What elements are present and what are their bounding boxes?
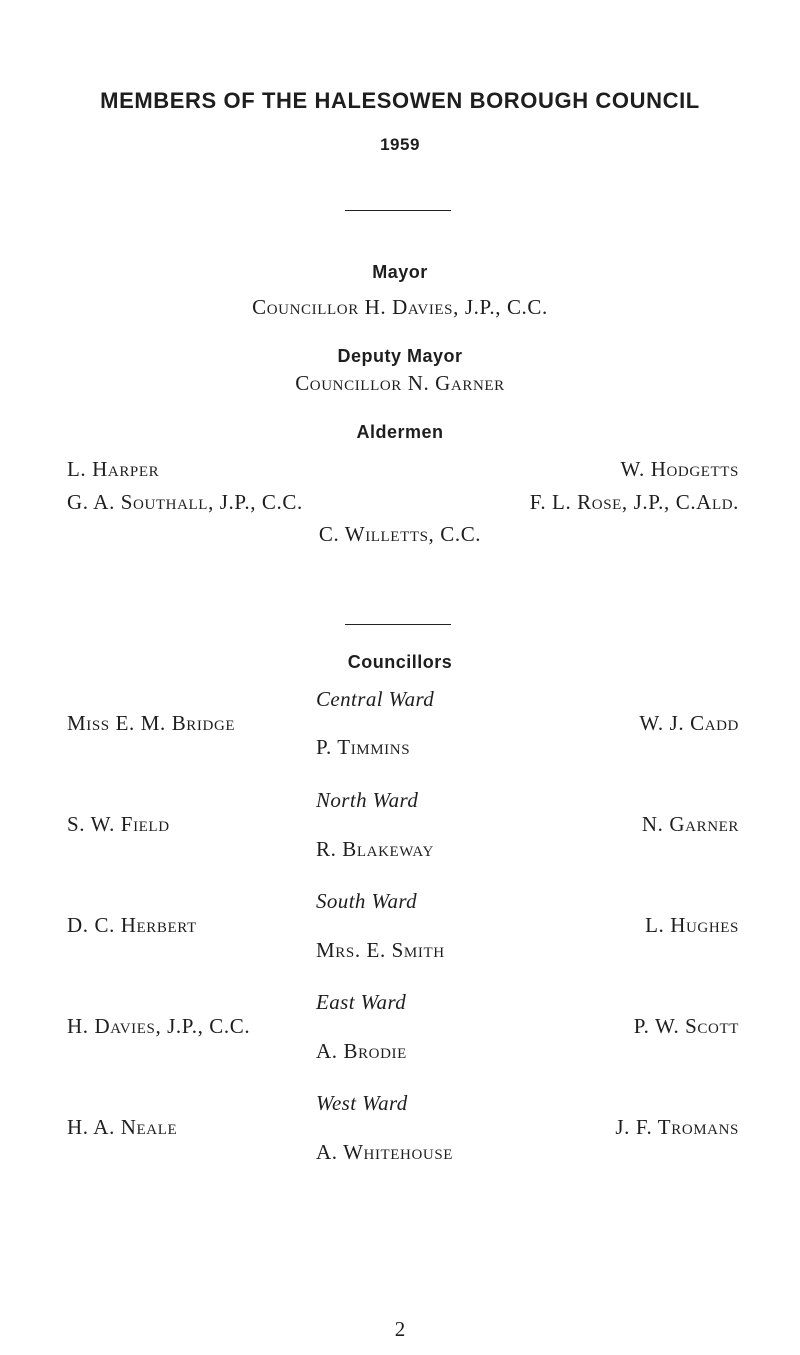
document-title: MEMBERS OF THE HALESOWEN BOROUGH COUNCIL bbox=[100, 88, 700, 113]
councillor-right: N. Garner bbox=[641, 812, 739, 836]
ward-name: North Ward bbox=[316, 788, 419, 812]
ward-name: Central Ward bbox=[316, 687, 435, 711]
alderman-left-1: L. Harper bbox=[67, 457, 160, 481]
aldermen-heading: Aldermen bbox=[356, 422, 444, 442]
councillor-right: P. W. Scott bbox=[633, 1014, 739, 1038]
alderman-right-2: F. L. Rose, J.P., C.Ald. bbox=[529, 490, 739, 514]
document-year: 1959 bbox=[380, 135, 420, 154]
page-number: 2 bbox=[394, 1317, 406, 1341]
councillor-right: W. J. Cadd bbox=[639, 711, 739, 735]
deputy-mayor-heading: Deputy Mayor bbox=[337, 346, 463, 366]
deputy-mayor-name: Councillor N. Garner bbox=[295, 371, 505, 395]
ward-name: South Ward bbox=[316, 889, 418, 913]
councillor-right: L. Hughes bbox=[645, 913, 739, 937]
councillor-center: A. Whitehouse bbox=[316, 1140, 454, 1164]
councillors-heading: Councillors bbox=[347, 652, 453, 672]
councillor-left: D. C. Herbert bbox=[67, 913, 197, 937]
alderman-center: C. Willetts, C.C. bbox=[318, 522, 482, 546]
divider-top bbox=[345, 210, 451, 211]
mayor-name: Councillor H. Davies, J.P., C.C. bbox=[252, 295, 548, 319]
councillor-center: R. Blakeway bbox=[316, 837, 434, 861]
ward-name: West Ward bbox=[316, 1091, 408, 1115]
alderman-right-1: W. Hodgetts bbox=[620, 457, 739, 481]
councillor-left: S. W. Field bbox=[67, 812, 170, 836]
mayor-heading: Mayor bbox=[372, 262, 428, 282]
ward-name: East Ward bbox=[316, 990, 407, 1014]
councillor-left: H. A. Neale bbox=[67, 1115, 178, 1139]
divider-middle bbox=[345, 624, 451, 625]
councillor-center: A. Brodie bbox=[316, 1039, 407, 1063]
councillor-center: P. Timmins bbox=[316, 735, 411, 759]
alderman-left-2: G. A. Southall, J.P., C.C. bbox=[67, 490, 303, 514]
councillor-left: H. Davies, J.P., C.C. bbox=[67, 1014, 251, 1038]
councillor-left: Miss E. M. Bridge bbox=[67, 711, 236, 735]
councillor-center: Mrs. E. Smith bbox=[316, 938, 445, 962]
councillor-right: J. F. Tromans bbox=[615, 1115, 739, 1139]
